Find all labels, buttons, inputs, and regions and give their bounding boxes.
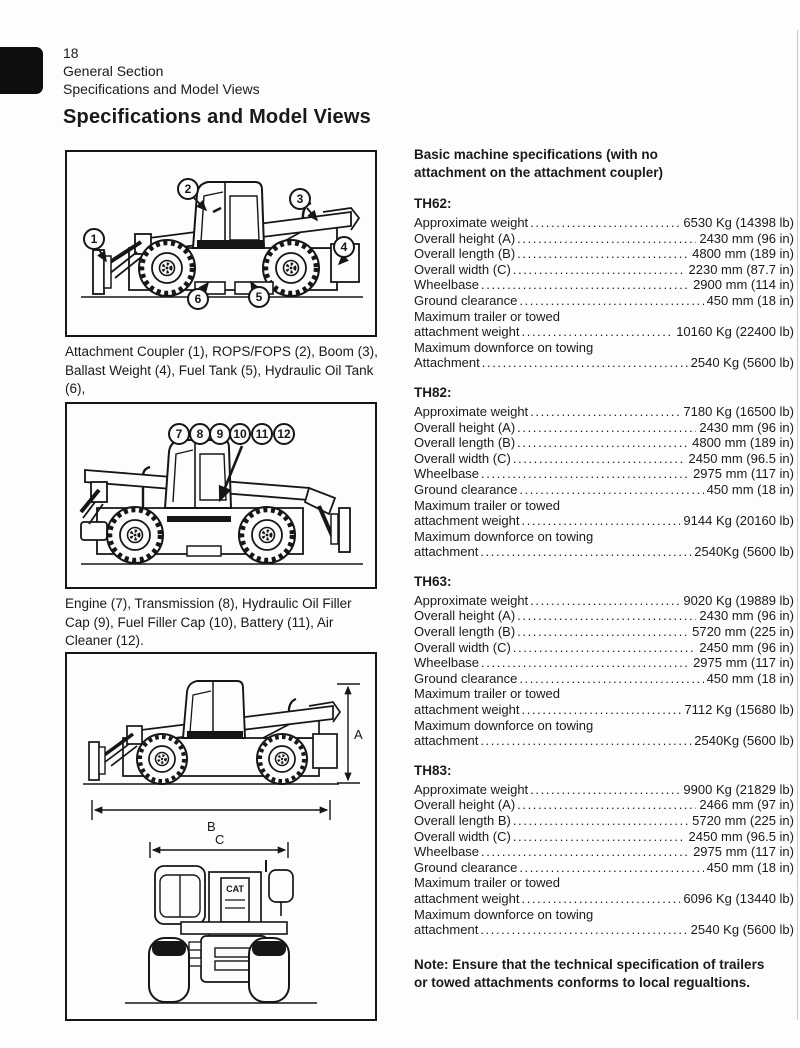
spec-row xyxy=(414,593,794,609)
page-header xyxy=(63,44,371,129)
subsection-label: Specifications and Model Views xyxy=(63,81,260,97)
dimension-label-a: A xyxy=(354,727,363,742)
spec-value: 450 mm (18 in) xyxy=(706,481,794,497)
spec-value: 9144 Kg (20160 lb) xyxy=(683,513,794,529)
dot-leader xyxy=(482,355,688,371)
spec-label: Ground clearance xyxy=(414,481,518,497)
dot-leader xyxy=(522,891,681,907)
spec-row xyxy=(414,482,794,498)
dot-leader xyxy=(480,544,691,560)
dot-leader xyxy=(530,593,680,609)
callout-2: 2 xyxy=(177,178,199,200)
callout-7: 7 xyxy=(168,423,190,445)
spec-row xyxy=(414,782,794,798)
figure-2-caption: Engine (7), Transmission (8), Hydraulic Oil Filler Cap (9), Fuel Filler Cap (10), Battery (11), Air Cleaner (12). xyxy=(65,596,352,648)
page-number: 18 xyxy=(63,45,79,61)
figure-1-callouts xyxy=(67,152,375,335)
spec-label: attachment weight xyxy=(414,324,520,340)
spec-label: Ground clearance xyxy=(414,292,518,308)
figure-model-view-1 xyxy=(65,150,377,337)
spec-row xyxy=(414,733,794,749)
spec-value: 2430 mm (96 in) xyxy=(699,230,794,246)
model-name: TH62: xyxy=(414,196,452,211)
spec-value: 2430 mm (96 in) xyxy=(699,608,794,624)
callout-10: 10 xyxy=(229,423,251,445)
spec-label: Overall length (B) xyxy=(414,624,516,640)
spec-value: 10160 Kg (22400 lb) xyxy=(676,324,794,340)
spec-value: 2540 Kg (5600 lb) xyxy=(690,922,794,938)
section-label: General Section xyxy=(63,63,164,79)
dimension-label-c: C xyxy=(215,832,225,847)
spec-value: 450 mm (18 in) xyxy=(706,292,794,308)
dot-leader xyxy=(517,246,689,262)
spec-value: 9020 Kg (19889 lb) xyxy=(683,592,794,608)
dot-leader xyxy=(481,844,690,860)
spec-label: Overall length (B) xyxy=(414,435,516,451)
spec-label: Overall length (B) xyxy=(414,246,516,262)
dot-leader xyxy=(481,466,690,482)
specifications-column xyxy=(414,146,794,993)
dot-leader xyxy=(530,782,680,798)
spec-row xyxy=(414,277,794,293)
model-name: TH63: xyxy=(414,573,452,589)
spec-row xyxy=(414,451,794,467)
spec-row-prefix: Maximum downforce on towing xyxy=(414,528,594,544)
model-name: TH82: xyxy=(414,384,452,400)
spec-value: 2450 mm (96.5 in) xyxy=(688,828,794,844)
spec-label: Overall width (C) xyxy=(414,639,511,655)
dot-leader xyxy=(513,640,697,656)
spec-label: Overall height (A) xyxy=(414,230,516,246)
spec-label: Approximate weight xyxy=(414,781,529,797)
dot-leader xyxy=(513,829,686,845)
figure-2-callouts xyxy=(67,404,375,587)
spec-value: 2540Kg (5600 lb) xyxy=(694,544,794,560)
dot-leader xyxy=(519,860,703,876)
spec-value: 2540Kg (5600 lb) xyxy=(694,733,794,749)
model-spec-th83 xyxy=(414,763,794,938)
spec-label: Overall height (A) xyxy=(414,419,516,435)
spec-row xyxy=(414,624,794,640)
spec-row xyxy=(414,513,794,529)
spec-label: Ground clearance xyxy=(414,859,518,875)
spec-value: 2975 mm (117 in) xyxy=(693,466,794,482)
dot-leader xyxy=(517,231,696,247)
spec-row xyxy=(414,324,794,340)
spec-label: attachment weight xyxy=(414,702,520,718)
trailer-note: Note: Ensure that the technical specification of trailers or towed attachments conforms to local regualtions. xyxy=(414,956,765,991)
spec-value: 5720 mm (225 in) xyxy=(692,624,794,640)
dot-leader xyxy=(517,624,689,640)
figure-dimensions xyxy=(65,652,377,1021)
spec-row xyxy=(414,797,794,813)
spec-value: 9900 Kg (21829 lb) xyxy=(683,781,794,797)
spec-label: Overall width (C) xyxy=(414,450,511,466)
dot-leader xyxy=(480,922,687,938)
dot-leader xyxy=(517,435,689,451)
dot-leader xyxy=(513,813,689,829)
spec-row xyxy=(414,466,794,482)
dot-leader xyxy=(530,215,680,231)
spec-row xyxy=(414,671,794,687)
spec-row xyxy=(414,608,794,624)
spec-value: 2430 mm (96 in) xyxy=(699,419,794,435)
callout-11: 11 xyxy=(251,423,273,445)
spec-row xyxy=(414,262,794,278)
spec-value: 2466 mm (97 in) xyxy=(699,797,794,813)
model-spec-th62 xyxy=(414,196,794,371)
callout-6: 6 xyxy=(187,288,209,310)
spec-label: attachment weight xyxy=(414,513,520,529)
spec-value: 2975 mm (117 in) xyxy=(693,655,794,671)
spec-label: Wheelbase xyxy=(414,655,480,671)
spec-row-prefix: Maximum trailer or towed xyxy=(414,497,560,513)
spec-label: attachment xyxy=(414,733,479,749)
dot-leader xyxy=(519,671,703,687)
callout-9: 9 xyxy=(209,423,231,445)
spec-row xyxy=(414,246,794,262)
spec-heading: Basic machine specifications (with no attachment on the attachment coupler) xyxy=(414,147,664,180)
dot-leader xyxy=(522,513,681,529)
spec-row xyxy=(414,640,794,656)
spec-row-prefix: Maximum trailer or towed xyxy=(414,875,560,891)
spec-value: 4800 mm (189 in) xyxy=(692,435,794,451)
spec-label: Approximate weight xyxy=(414,592,529,608)
dot-leader xyxy=(513,451,686,467)
spec-label: Overall height (A) xyxy=(414,608,516,624)
spec-row xyxy=(414,420,794,436)
spec-row xyxy=(414,404,794,420)
callout-12: 12 xyxy=(273,423,295,445)
spec-row xyxy=(414,293,794,309)
spec-models xyxy=(414,196,794,938)
spec-label: Approximate weight xyxy=(414,215,529,230)
spec-value: 4800 mm (189 in) xyxy=(692,246,794,262)
spec-label: Overall width (C) xyxy=(414,828,511,844)
spec-value: 450 mm (18 in) xyxy=(706,670,794,686)
spec-row xyxy=(414,215,794,231)
figure-model-view-2 xyxy=(65,402,377,589)
model-spec-th82 xyxy=(414,385,794,560)
spec-value: 6530 Kg (14398 lb) xyxy=(683,215,794,230)
callout-5: 5 xyxy=(248,286,270,308)
spec-label: attachment xyxy=(414,544,479,560)
spec-row xyxy=(414,702,794,718)
dot-leader xyxy=(517,420,696,436)
spec-label: attachment weight xyxy=(414,890,520,906)
spec-label: Wheelbase xyxy=(414,466,480,482)
scan-artifact-line xyxy=(797,30,798,1020)
callout-8: 8 xyxy=(189,423,211,445)
dot-leader xyxy=(519,482,703,498)
spec-row-prefix: Maximum trailer or towed xyxy=(414,308,560,324)
spec-row-prefix: Maximum downforce on towing xyxy=(414,339,594,355)
spec-label: Ground clearance xyxy=(414,670,518,686)
spec-value: 2450 mm (96 in) xyxy=(699,639,794,655)
spec-value: 2450 mm (96.5 in) xyxy=(688,450,794,466)
spec-row xyxy=(414,813,794,829)
spec-label: attachment xyxy=(414,922,479,938)
spec-row xyxy=(414,829,794,845)
dot-leader xyxy=(522,702,682,718)
spec-value: 2540 Kg (5600 lb) xyxy=(690,355,794,371)
spec-label: Overall height (A) xyxy=(414,797,516,813)
spec-row-prefix: Maximum downforce on towing xyxy=(414,717,594,733)
model-name: TH83: xyxy=(414,762,452,778)
spec-value: 7180 Kg (16500 lb) xyxy=(683,403,794,419)
figure-1-caption: Attachment Coupler (1), ROPS/FOPS (2), Boom (3), Ballast Weight (4), Fuel Tank (5), Hydraulic Oil Tank (6), xyxy=(65,344,378,396)
dot-leader xyxy=(480,733,691,749)
spec-value: 6096 Kg (13440 lb) xyxy=(683,890,794,906)
spec-row xyxy=(414,922,794,938)
spec-label: Approximate weight xyxy=(414,403,529,419)
spec-label: Overall width (C) xyxy=(414,261,511,277)
spec-value: 7112 Kg (15680 lb) xyxy=(684,702,794,718)
spec-label: Wheelbase xyxy=(414,277,480,293)
callout-3: 3 xyxy=(289,188,311,210)
dot-leader xyxy=(513,262,686,278)
dot-leader xyxy=(517,608,696,624)
model-spec-th63 xyxy=(414,574,794,749)
spec-value: 2975 mm (117 in) xyxy=(693,844,794,860)
dot-leader xyxy=(517,797,696,813)
spec-row xyxy=(414,231,794,247)
page-title: Specifications and Model Views xyxy=(63,106,371,128)
spec-row-prefix: Maximum trailer or towed xyxy=(414,686,560,702)
spec-value: 5720 mm (225 in) xyxy=(692,813,794,828)
dimension-label-b: B xyxy=(207,819,216,834)
spec-value: 450 mm (18 in) xyxy=(706,859,794,875)
spec-row xyxy=(414,435,794,451)
dot-leader xyxy=(522,324,674,340)
spec-row xyxy=(414,544,794,560)
spec-value: 2900 mm (114 in) xyxy=(693,277,794,293)
cat-logo: CAT xyxy=(226,884,244,894)
spec-label: Wheelbase xyxy=(414,844,480,860)
dot-leader xyxy=(481,655,690,671)
spec-row xyxy=(414,355,794,371)
dot-leader xyxy=(519,293,703,309)
section-thumb-tab xyxy=(0,47,43,94)
dot-leader xyxy=(530,404,680,420)
spec-row xyxy=(414,844,794,860)
dimension-diagram-drawing xyxy=(67,654,375,1019)
spec-value: 2230 mm (87.7 in) xyxy=(688,261,794,277)
spec-label: Attachment xyxy=(414,355,480,371)
spec-label: Overall length B) xyxy=(414,813,511,828)
dot-leader xyxy=(481,277,690,293)
spec-row xyxy=(414,655,794,671)
callout-1: 1 xyxy=(83,228,105,250)
spec-row-prefix: Maximum downforce on towing xyxy=(414,906,594,922)
spec-row xyxy=(414,891,794,907)
spec-row xyxy=(414,860,794,876)
callout-4: 4 xyxy=(333,236,355,258)
